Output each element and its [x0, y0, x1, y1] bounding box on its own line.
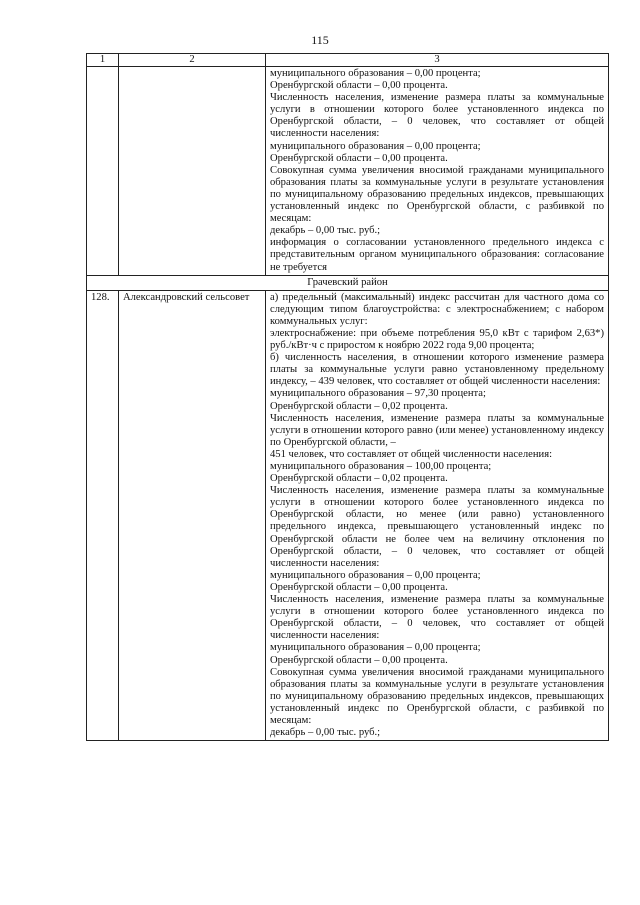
text-line: Совокупная сумма увеличения вносимой гражданами муниципального образования платы за коммунальные услуги в результате установления по муниципальному образованию предельных индексов, превышающих установленный индекс по Оренбургской области, с разбивкой по месяцам:: [270, 164, 604, 225]
document-table: [86, 53, 609, 741]
text-line: электроснабжение: при объеме потребления 95,0 кВт с тарифом 2,63*) руб./кВт·ч с приростом к ноябрю 2022 года 9,00 процента;: [270, 327, 604, 352]
text-line: Оренбургской области – 0,00 процента.: [270, 80, 448, 92]
district-row: [87, 275, 609, 290]
text-line: Совокупная сумма увеличения вносимой гражданами муниципального образования платы за коммунальные услуги в результате установления по муниципальному образованию предельных индексов, превышающих установленный индекс по Оренбургской области, с разбивкой по месяцам:: [270, 666, 604, 726]
text-line: Оренбургской области – 0,00 процента.: [270, 152, 448, 164]
text-line: Оренбургской области – 0,00 процента.: [270, 581, 448, 593]
district-title: Грачевский район: [87, 275, 609, 290]
entry-text-cell: [266, 290, 609, 740]
continued-name-cell: [119, 67, 266, 276]
text-line: Численность населения, изменение размера платы за коммунальные услуги в отношении которого равно (или менее) установленному индексу по Оренбургской области, –: [270, 412, 604, 448]
column-header-row: [87, 54, 609, 67]
text-line: декабрь – 0,00 тыс. руб.;: [270, 727, 381, 739]
text-line: Численность населения, изменение размера платы за коммунальные услуги в отношении которого более установленного индекса по Оренбургской области, но менее (или равно) установленного предельного индекса, превышающего установленный индекс по Оренбургской области не более чем на величину отклонения по Оренбургской области, – 0 человек, что составляет от общей численности населения:: [270, 485, 604, 569]
text-line: информация о согласовании установленного предельного индекса с представительным органом муниципального образования: согласование не требуется: [270, 237, 604, 273]
text-line: Оренбургской области – 0,00 процента.: [270, 654, 448, 666]
entry-row: [87, 290, 609, 740]
page-number: 115: [311, 33, 329, 47]
column-header-3: 3: [266, 54, 609, 67]
continued-row: [87, 67, 609, 276]
continued-text-cell: [266, 67, 609, 276]
text-line: Численность населения, изменение размера платы за коммунальные услуги в отношении которого более установленного индекса по Оренбургской области, – 0 человек, что составляет от общей численности населения:: [270, 594, 604, 642]
text-line: 451 человек, что составляет от общей численности населения:: [270, 448, 553, 460]
text-line: муниципального образования – 100,00 процента;: [270, 461, 492, 472]
entry-number: 128.: [87, 290, 119, 740]
text-line: муниципального образования – 0,00 процента;: [270, 140, 481, 152]
text-line: Оренбургской области – 0,02 процента.: [270, 400, 448, 412]
text-line: муниципального образования – 97,30 процента;: [270, 388, 486, 400]
text-line: муниципального образования – 0,00 процента;: [270, 642, 481, 654]
entry-name: Александровский сельсовет: [119, 290, 266, 740]
continued-number-cell: [87, 67, 119, 276]
text-line: декабрь – 0,00 тыс. руб.;: [270, 225, 381, 237]
text-line: б) численность населения, в отношении которого изменение размера платы за коммунальные услуги равно установленному предельному индексу, – 439 человек, что составляет от общей численности населения:: [270, 352, 604, 388]
column-header-2: 2: [119, 54, 266, 67]
column-header-1: 1: [87, 54, 119, 67]
text-line: Численность населения, изменение размера платы за коммунальные услуги в отношении которого более установленного индекса по Оренбургской области, – 0 человек, что составляет от общей численности населения:: [270, 92, 604, 140]
text-line: муниципального образования – 0,00 процента;: [270, 569, 481, 581]
text-line: Оренбургской области – 0,02 процента.: [270, 473, 448, 485]
text-line: а) предельный (максимальный) индекс рассчитан для частного дома со следующим типом благоустройства: с электроснабжением; с набором коммунальных услуг:: [270, 291, 604, 327]
text-line: муниципального образования – 0,00 процента;: [270, 68, 481, 79]
